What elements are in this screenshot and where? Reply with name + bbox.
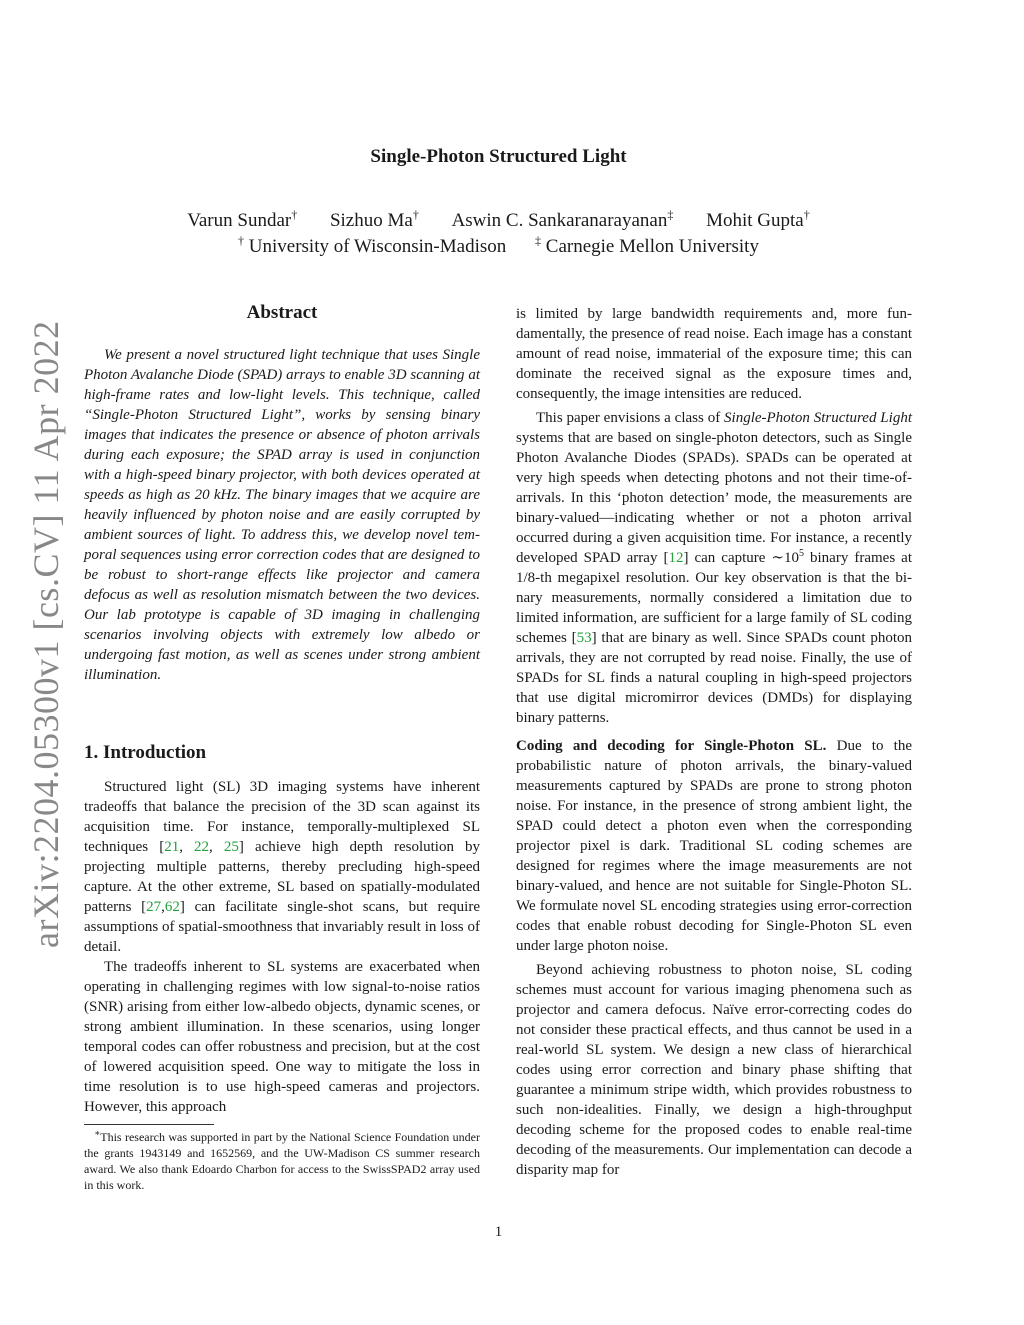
citation-link[interactable]: 27 (146, 899, 162, 915)
page-number: 1 (494, 1224, 503, 1240)
citation-link[interactable]: 12 (668, 550, 684, 566)
paragraph (516, 736, 912, 956)
paragraph: Beyond achieving robustness to photon noise, SL coding schemes must account for various imaging phenomena such as projector and camera defocus. Naïve error-correcting codes do not consider these practical effects, and thus cannot be used in a real-world SL system. We design a new class of hierarchical codes using error correction and binary phase shifting that guarantee a minimum stripe width, which provides robustness to such non-idealities. Finally, we design a high-throughput decoding scheme for the proposed codes to enable real-time decoding of the measurements. Our implementation can decode a disparity map for (516, 962, 912, 1178)
paragraph: is limited by large bandwidth requirements and, more fundamentally, the presence of read noise. Each image has a constant amount of read noise, immaterial of the exposure time; this can dominate the received signal as the exposure times and, consequently, the image intensities are reduced. (516, 306, 912, 402)
affiliation (238, 233, 507, 257)
text-run: Due to the probabilistic nature of photon arrivals, the binary-valued measurements captured by SPADs are prone to strong photon noise. For instance, in the presence of strong ambient light, the SPAD could detect a photon even when the corresponding projector pixel is dark. Traditional SL coding schemes are designed for regimes where the image measurements are not binary-valued, and hence are not suitable for Single-Photon SL. We formulate novel SL encoding strategies using error-correction codes that enable robust decoding for Single-Photon SL even under large photon noise. (516, 738, 913, 954)
abstract-heading: Abstract (246, 302, 318, 323)
affiliation-mark: † (803, 207, 810, 222)
text-run: , (161, 899, 165, 915)
text-run: ] can facilitate single-shot scans, but require assumptions of spatial-smoothness that invariably result in loss of detail. (84, 899, 480, 955)
text-run: binary frames at 1/8-th megapixel resolution. Our key observation is that the binary measurements, normally considered a limitation due to limited information, are sufficient for a large family of SL coding schemes [ (516, 550, 912, 646)
author-name: Varun Sundar (187, 210, 292, 231)
text-run: , (179, 839, 195, 855)
author-name: Aswin C. Sankaranarayanan (451, 210, 668, 231)
footnote (84, 1129, 480, 1193)
affiliation-name: Carnegie Mellon University (545, 236, 759, 257)
text-run: Structured light (SL) 3D imaging systems have inherent tradeoffs that balance the precision of the 3D scan against its acquisition time. For instance, temporally-multiplexed SL techniques [ (84, 779, 480, 855)
affiliation-list (0, 234, 997, 260)
right-column-body (516, 304, 912, 1180)
affiliation (535, 233, 759, 257)
text-run: , (209, 839, 224, 855)
author-block (0, 208, 997, 260)
emphasis: Single-Photon Structured Light (724, 410, 912, 426)
text-run: systems that are based on single-photon detectors, such as Single Photon Avalanche Diodes (SPADs). SPADs can be operated at very high speeds when detecting photons and not their time-of-arrivals. In this ‘photon detection’ mode, the measurements are binary-valued—indicating whether or not a photon arrival occurred during a given acquisition time. For instance, a recently developed SPAD array [ (516, 430, 912, 566)
affiliation-mark: † (412, 207, 419, 222)
paragraph (84, 777, 480, 957)
affiliation-mark: ‡ (667, 207, 674, 222)
footnote-mark: ∗ (94, 1128, 101, 1138)
paragraph (516, 408, 912, 728)
text-run: ] can capture ∼10 (683, 550, 799, 566)
citation-link[interactable]: 62 (164, 899, 180, 915)
citation-link[interactable]: 21 (164, 839, 180, 855)
paragraph: The tradeoffs inherent to SL systems are exacerbated when operating in challenging regimes with low signal-to-noise ratios (SNR) arising from either low-albedo objects, dynamic scenes, or strong ambient illumination. In these scenarios, using longer temporal codes can offer robustness and precision, but at the cost of lowered acquisition speed. One way to mitigate the loss in time resolution is to use high-speed cameras and projectors. However, this approach (84, 959, 480, 1115)
author-name: Mohit Gupta (706, 210, 804, 231)
affiliation-mark: † (238, 233, 245, 248)
abstract-body (84, 345, 480, 685)
exponent: 5 (799, 548, 804, 559)
introduction-body (84, 777, 480, 1117)
arxiv-identifier-stamp: arXiv:2204.05300v1 [cs.CV] 11 Apr 2022 (26, 320, 66, 948)
paper-title: Single-Photon Structured Light (370, 146, 627, 167)
text-run: ] that are binary as well. Since SPADs count photon arrivals, they are not corrupted by read noise. Finally, the use of SPADs for SL finds a natural coupling in high-speed projectors that use digital micromirror devices (DMDs) for displaying binary patterns. (516, 630, 912, 726)
author-list (0, 208, 997, 234)
text-run: ] achieve high depth resolution by projecting multiple patterns, thereby precluding high-speed capture. At the other extreme, SL based on spatially-modulated patterns [ (84, 839, 481, 915)
citation-link[interactable]: 22 (194, 839, 210, 855)
author-name: Sizhuo Ma (329, 210, 413, 231)
citation-link[interactable]: 53 (576, 630, 592, 646)
footnote-text: This research was supported in part by the National Science Foundation under the grants 1943149 and 1652569, and the UW-Madison CS summer research award. We also thank Edoardo Charbon for access to the SwissSPAD2 array used in this work. (84, 1130, 481, 1192)
citation-link[interactable]: 25 (223, 839, 239, 855)
author (329, 207, 419, 231)
run-in-heading: Coding and decoding for Single-Photon SL. (516, 738, 827, 754)
author (706, 207, 810, 231)
section-heading-introduction: 1. Introduction (84, 742, 207, 763)
affiliation-mark: ‡ (535, 233, 542, 248)
author (187, 207, 298, 231)
affiliation-name: University of Wisconsin-Madison (248, 236, 507, 257)
abstract-text: We present a novel structured light technique that uses Single Photon Avalanche Diode (SPAD) arrays to enable 3D scanning at high-frame rates and low-light levels. This technique, called “Single-Photon Structured Light”, works by sensing binary images that indicates the presence or absence of photon arrivals during each exposure; the SPAD array is used in conjunction with a high-speed binary projector, with both devices operated at speeds as high as 20 kHz. The binary images that we acquire are heavily influenced by photon noise and are easily corrupted by ambient sources of light. To address this, we develop novel temporal sequences using error correction codes that are designed to be robust to short-range effects like projector and camera defocus as well as resolution mismatch between the two devices. Our lab prototype is capable of 3D imaging in challenging scenarios involving objects with extremely low albedo or undergoing fast motion, as well as scenes under strong ambient illumination. (84, 347, 480, 683)
text-run: This paper envisions a class of (536, 410, 725, 426)
author (451, 207, 674, 231)
footnote-divider (84, 1124, 214, 1125)
affiliation-mark: † (291, 207, 298, 222)
